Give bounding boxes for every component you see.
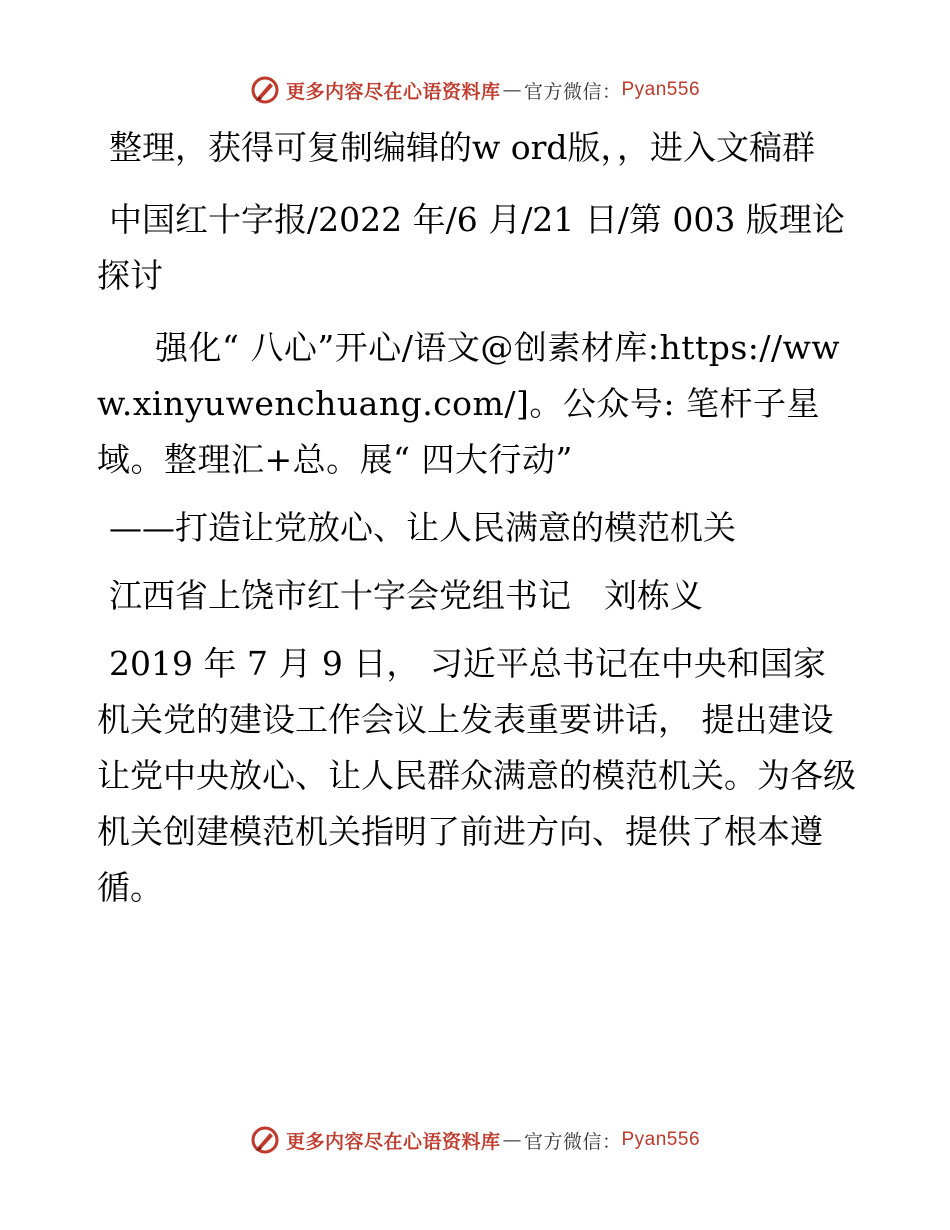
wechat-label: 官方微信： (523, 1130, 622, 1153)
banner-dash: — (502, 1129, 522, 1151)
pen-logo-icon (250, 75, 280, 105)
intro-paragraph: 整理，获得可复制编辑的w ord版，，进入文稿群 (109, 128, 816, 167)
subtitle-line: ——打造让党放心、让人民满意的模范机关 (109, 508, 736, 547)
author-line: 江西省上饶市红十字会党组书记 刘栋义 (109, 576, 703, 615)
wechat-id: Pyan556 (621, 79, 701, 100)
library-text: 更多内容尽在心语资料库 (285, 1130, 501, 1153)
body-paragraph: 2019 年 7 月 9 日， 习近平总书记在中央和国家机关党的建设工作会议上发表重要讲话， 提出建设让党中央放心、让人民群众满意的模范机关。为各级机关创建模范机关指明了前进方向、提供了根本遵循。 (97, 644, 856, 907)
title-paragraph: 强化“ 八心”开心/语文@创素材库:https://www.xinyuwenchuang.com/]。公众号: 笔杆子星域。整理汇+总。展“ 四大行动” (97, 328, 841, 479)
footer-banner (0, 1120, 950, 1160)
banner-dash: — (502, 79, 522, 101)
header-banner (0, 70, 950, 110)
wechat-label: 官方微信： (523, 80, 622, 103)
pen-logo-icon (250, 1125, 280, 1155)
document-body (97, 120, 857, 916)
wechat-id: Pyan556 (621, 1129, 701, 1150)
source-line: 中国红十字报/2022 年/6 月/21 日/第 003 版理论探讨 (97, 200, 845, 295)
library-text: 更多内容尽在心语资料库 (285, 80, 501, 103)
